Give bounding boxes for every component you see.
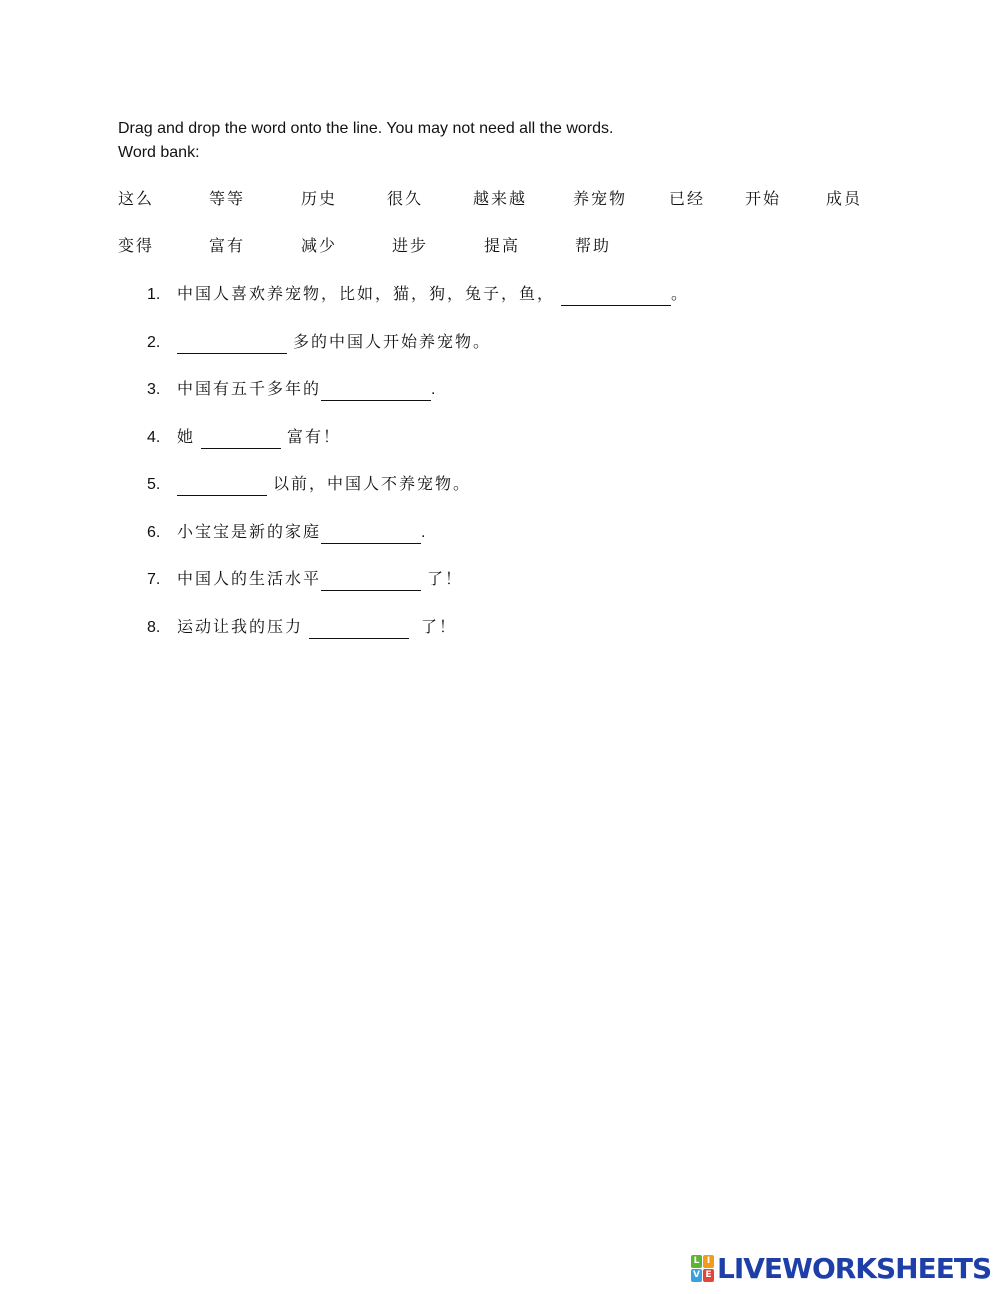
word-bank-item[interactable]: 进步 (392, 238, 429, 255)
question-text-before: 小宝宝是新的家庭 (177, 524, 322, 541)
word-bank-item[interactable]: 减少 (301, 238, 338, 255)
answer-drop-line[interactable] (321, 576, 421, 591)
logo-text: LIVEWORKSHEETS (717, 1252, 992, 1285)
question-number: 5. (147, 476, 161, 493)
answer-drop-line[interactable] (177, 339, 287, 354)
answer-drop-line[interactable] (321, 529, 421, 544)
question-text-after: 了！ (427, 571, 464, 588)
word-bank-label: Word bank: (118, 144, 200, 161)
question-text-after: 了！ (421, 619, 458, 636)
answer-drop-line[interactable] (201, 434, 281, 449)
question-text-after: 富有！ (287, 429, 342, 446)
question-4 (147, 427, 341, 449)
word-bank-item[interactable]: 富有 (209, 238, 246, 255)
question-2 (147, 332, 491, 354)
question-text-before: 中国人喜欢养宠物，比如，猫，狗，兔子，鱼， (177, 286, 556, 303)
question-5 (147, 474, 471, 496)
question-text-after: . (431, 381, 438, 398)
word-bank-item[interactable]: 提高 (484, 238, 521, 255)
question-3 (147, 379, 437, 401)
question-1 (147, 284, 689, 306)
question-8 (147, 617, 457, 639)
word-bank-item[interactable]: 开始 (745, 191, 782, 208)
word-bank-item[interactable]: 养宠物 (573, 191, 628, 208)
logo-mark-icon: L I V E (691, 1255, 715, 1283)
answer-drop-line[interactable] (561, 291, 671, 306)
question-text-before: 运动让我的压力 (177, 619, 304, 636)
word-bank-item[interactable]: 很久 (387, 191, 424, 208)
question-number: 2. (147, 334, 161, 351)
answer-drop-line[interactable] (177, 481, 267, 496)
question-text-after: . (421, 524, 428, 541)
question-text-after: 以前，中国人不养宠物。 (273, 476, 472, 493)
word-bank-item[interactable]: 历史 (301, 191, 338, 208)
word-bank-item[interactable]: 等等 (209, 191, 246, 208)
word-bank-item[interactable]: 已经 (669, 191, 706, 208)
question-text-after: 。 (671, 286, 690, 303)
question-number: 6. (147, 524, 161, 541)
answer-drop-line[interactable] (321, 386, 431, 401)
question-number: 3. (147, 381, 161, 398)
question-6 (147, 522, 427, 544)
question-number: 7. (147, 571, 161, 588)
question-text-before: 中国有五千多年的 (177, 381, 322, 398)
question-number: 4. (147, 429, 161, 446)
question-number: 1. (147, 286, 161, 303)
instruction-text: Drag and drop the word onto the line. You may not need all the words. (118, 120, 614, 137)
question-number: 8. (147, 619, 161, 636)
question-text-before: 中国人的生活水平 (177, 571, 322, 588)
word-bank-item[interactable]: 成员 (826, 191, 863, 208)
question-text-before: 她 (177, 429, 196, 446)
liveworksheets-logo (691, 1254, 991, 1284)
question-text-after: 多的中国人开始养宠物。 (293, 334, 492, 351)
question-7 (147, 569, 463, 591)
word-bank-item[interactable]: 帮助 (575, 238, 612, 255)
word-bank-item[interactable]: 越来越 (473, 191, 528, 208)
word-bank-item[interactable]: 变得 (118, 238, 155, 255)
word-bank-item[interactable]: 这么 (118, 191, 155, 208)
answer-drop-line[interactable] (309, 624, 409, 639)
